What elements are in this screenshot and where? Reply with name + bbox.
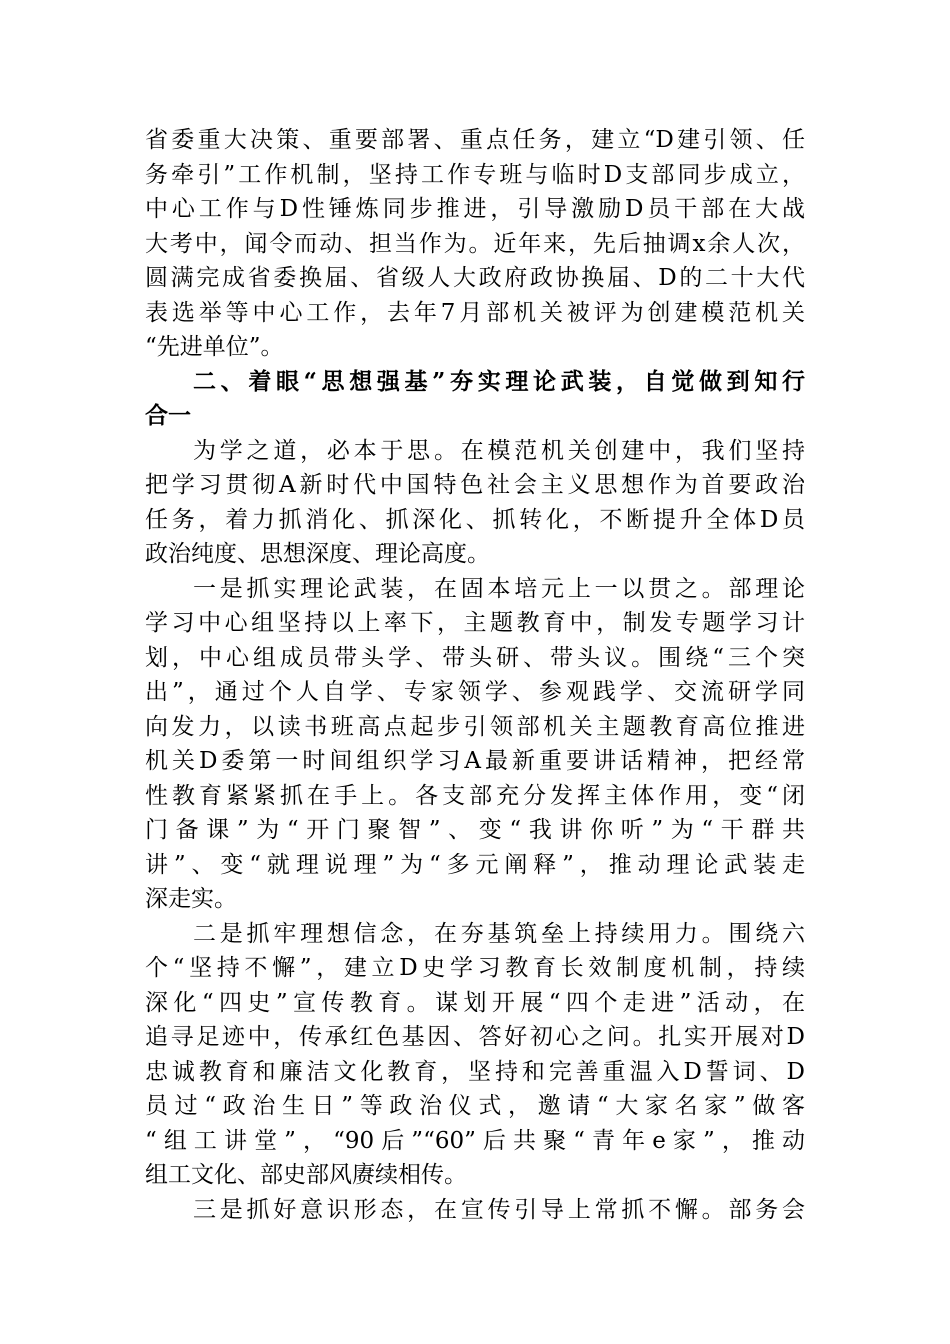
heading-line: 合一 xyxy=(145,402,191,429)
paragraph xyxy=(145,434,805,572)
text-line: 追寻足迹中，传承红色基因、答好初心之问。扎实开展对D xyxy=(145,1024,805,1050)
text-line: 深化“四史”宣传教育。谋划开展“四个走进”活动，在 xyxy=(145,989,805,1016)
text-line: 出”，通过个人自学、专家领学、参观践学、交流研学同 xyxy=(145,679,805,705)
text-line: 二是抓牢理想信念，在夯基筑垒上持续用力。围绕六 xyxy=(193,920,805,947)
text-line: 圆满完成省委换届、省级人大政府政协换届、D的二十大代 xyxy=(145,265,805,291)
text-line: 机关D委第一时间组织学习A最新重要讲话精神，把经常 xyxy=(145,748,805,774)
heading-line: 二、着眼“思想强基”夯实理论武装，自觉做到知行 xyxy=(193,367,805,395)
text-line: 省委重大决策、重要部署、重点任务，建立“D建引领、任 xyxy=(145,127,805,153)
text-line: 性教育紧紧抓在手上。各支部充分发挥主体作用，变“闭 xyxy=(145,782,805,809)
paragraph xyxy=(145,572,805,917)
text-line: 个“坚持不懈”，建立D史学习教育长效制度机制，持续 xyxy=(145,955,805,981)
paragraph xyxy=(145,1193,805,1228)
text-line: 划，中心组成员带头学、带头研、带头议。围绕“三个突 xyxy=(145,644,805,671)
section-heading xyxy=(145,365,805,434)
text-line: 一是抓实理论武装，在固本培元上一以贯之。部理论 xyxy=(193,575,805,602)
text-line: 中心工作与D性锤炼同步推进，引导激励D员干部在大战 xyxy=(145,196,805,222)
text-line: 向发力，以读书班高点起步引领部机关主题教育高位推进 xyxy=(145,713,805,740)
text-line: 员过“政治生日”等政治仪式，邀请“大家名家”做客 xyxy=(145,1093,805,1119)
text-line: 政治纯度、思想深度、理论高度。 xyxy=(145,541,490,567)
paragraph-continuation xyxy=(145,123,805,365)
text-line: “先进单位”。 xyxy=(145,334,284,360)
text-line: 讲”、变“就理说理”为“多元阐释”，推动理论武装走 xyxy=(145,851,805,878)
text-line: 务牵引”工作机制，坚持工作专班与临时D支部同步成立， xyxy=(145,161,805,188)
text-line: 大考中，闻令而动、担当作为。近年来，先后抽调x余人次， xyxy=(145,230,805,257)
document-body xyxy=(145,123,805,1227)
text-line: 为学之道，必本于思。在模范机关创建中，我们坚持 xyxy=(193,437,805,464)
text-line: 深走实。 xyxy=(145,886,237,912)
text-line: “组工讲堂”，“90后”“60”后共聚“青年e家”，推动 xyxy=(145,1127,805,1154)
text-line: 组工文化、部史部风赓续相传。 xyxy=(145,1162,467,1188)
text-line: 门备课”为“开门聚智”、变“我讲你听”为“干群共 xyxy=(145,817,805,843)
text-line: 学习中心组坚持以上率下，主题教育中，制发专题学习计 xyxy=(145,610,805,636)
text-line: 把学习贯彻A新时代中国特色社会主义思想作为首要政治 xyxy=(145,472,805,498)
text-line: 三是抓好意识形态，在宣传引导上常抓不懈。部务会 xyxy=(193,1196,805,1223)
text-line: 任务，着力抓消化、抓深化、抓转化，不断提升全体D员 xyxy=(145,506,805,533)
text-line: 忠诚教育和廉洁文化教育，坚持和完善重温入D誓词、D xyxy=(145,1058,805,1085)
paragraph xyxy=(145,917,805,1193)
text-line: 表选举等中心工作，去年7月部机关被评为创建模范机关 xyxy=(145,299,805,326)
